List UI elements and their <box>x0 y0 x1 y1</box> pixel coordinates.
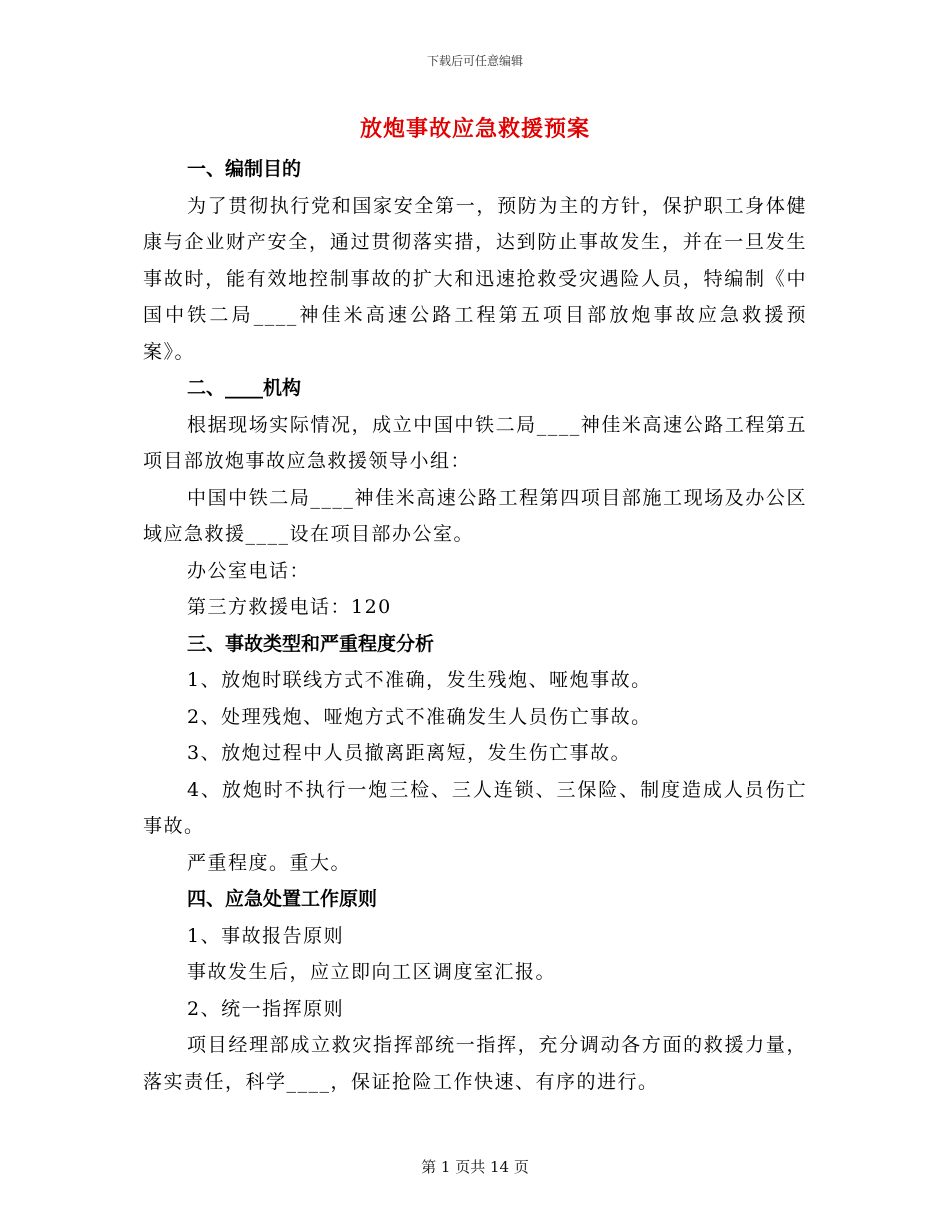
list-item: 4、放炮时不执行一炮三检、三人连锁、三保险、制度造成人员伤亡事故。 <box>143 778 807 837</box>
section-heading: 四、应急处置工作原则 <box>187 888 378 910</box>
list-item: 1、放炮时联线方式不准确，发生残炮、哑炮事故。 <box>187 669 652 691</box>
paragraph: 事故发生后，应立即向工区调度室汇报。 <box>187 961 557 983</box>
paragraph: 根据现场实际情况，成立中国中铁二局____神佳米高速公路工程第五项目部放炮事故应急救援领导小组： <box>143 413 807 472</box>
subheading: 2、统一指挥原则 <box>187 997 345 1020</box>
list-item: 2、处理残炮、哑炮方式不准确发生人员伤亡事故。 <box>187 705 652 728</box>
subheading: 1、事故报告原则 <box>187 924 345 947</box>
document-body <box>143 151 807 1100</box>
section-heading: 三、事故类型和严重程度分析 <box>187 632 435 655</box>
section-heading: 一、编制目的 <box>187 158 302 180</box>
paragraph: 中国中铁二局____神佳米高速公路工程第四项目部施工现场及办公区域应急救援____设在项目部办公室。 <box>143 486 807 545</box>
document-title: 放炮事故应急救援预案 <box>359 116 590 142</box>
paragraph: 办公室电话： <box>187 559 311 582</box>
paragraph: 第三方救援电话：120 <box>187 596 392 618</box>
page-footer: 第 1 页共 14 页 <box>421 1158 529 1176</box>
paragraph: 项目经理部成立救灾指挥部统一指挥，充分调动各方面的救援力量，落实责任，科学____，保证抢险工作快速、有序的进行。 <box>143 1034 807 1093</box>
page-header: 下载后可任意编辑 <box>426 54 523 68</box>
paragraph: 严重程度。重大。 <box>187 851 352 874</box>
list-item: 3、放炮过程中人员撤离距离短，发生伤亡事故。 <box>187 742 632 764</box>
paragraph: 为了贯彻执行党和国家安全第一，预防为主的方针，保护职工身体健康与企业财产安全，通过贯彻落实措，达到防止事故发生，并在一旦发生事故时，能有效地控制事故的扩大和迅速抢救受灾遇险人员，特编制《中国中铁二局____神佳米高速公路工程第五项目部放炮事故应急救援预案》。 <box>143 194 807 363</box>
section-heading: 二、____机构 <box>187 377 302 399</box>
